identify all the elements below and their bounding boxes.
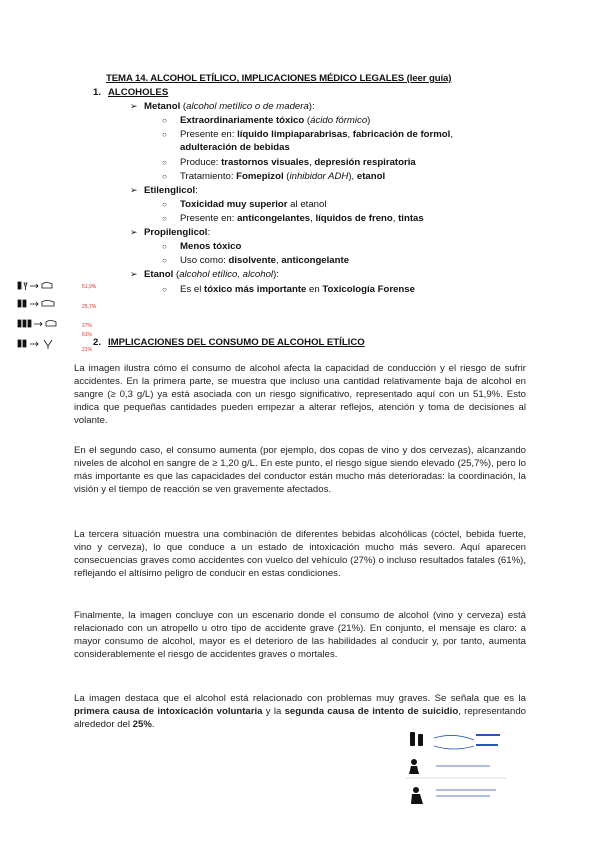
arrow-line: [434, 746, 474, 749]
car-icon: [46, 321, 56, 327]
circle-bullet-icon: ○: [162, 172, 167, 181]
arrow-icon: [34, 322, 42, 326]
section-heading-implicaciones: [93, 337, 365, 348]
circle-bullet-icon: ○: [162, 158, 167, 167]
glass-icon: [18, 300, 21, 307]
section-heading-alcoholes: [93, 87, 168, 98]
text-line: [476, 734, 500, 736]
car-icon: [42, 301, 54, 307]
item-metanol: ➢ Metanol (alcohol metílico o de madera):: [130, 101, 315, 112]
person-icon: [411, 759, 417, 765]
arrow-icon: [30, 302, 38, 306]
risk-label: 21%: [82, 347, 93, 353]
metanol-bullet-1: ○ Extraordinariamente tóxico (ácido fórmico): [162, 115, 371, 126]
drinks-accident-figure: [16, 280, 106, 360]
paragraph-5: La imagen destaca que el alcohol está relacionado con problemas muy graves. Se señala que es la primera causa de intoxicación voluntaria y la segunda causa de intento de suicidio, representando alrededor del 25%.: [74, 693, 527, 730]
person-icon: [411, 794, 423, 804]
alcohol-problems-figure: [406, 728, 506, 810]
text-line: [476, 744, 498, 746]
circle-bullet-icon: ○: [162, 214, 167, 223]
item-etilenglicol: ➢ Etilenglicol:: [130, 185, 198, 196]
glass-icon: [18, 320, 21, 327]
section-number: 2.: [93, 337, 102, 348]
risk-label: 61%: [82, 332, 93, 338]
paragraph-3: La tercera situación muestra una combinación de diferentes bebidas alcohólicas (cóctel, bebida fuerte, vino y cerveza), lo que conduce a un estado de intoxicación mucho más severo. Aquí aparecen consecuencias graves como accidentes con vuelco del vehículo (27%) o incluso resultados fatales (61%), reflejando el altísimo peligro de conducir en estas condiciones.: [74, 529, 526, 579]
propilenglicol-bullet-1: ○ Menos tóxico: [162, 241, 242, 252]
bottle-icon: [418, 734, 423, 746]
risk-label: 27%: [82, 323, 93, 329]
metanol-bullet-2-cont: adulteración de bebidas: [180, 142, 290, 153]
bullet-arrow-icon: ➢: [130, 269, 138, 279]
item-etanol: ➢ Etanol (alcohol etílico, alcohol):: [130, 269, 279, 280]
risk-label: 51,9%: [82, 284, 97, 290]
paragraph-1: La imagen ilustra cómo el consumo de alcohol afecta la capacidad de conducción y el riesgo de sufrir accidentes. En la primera parte, se muestra que incluso una cantidad relativamente baja de alcohol en sangre (≥ 0,3 g/L) ya está asociada con un riesgo significativo, representado aquí con un 51,9%. Esto indica que pequeñas cantidades pueden empezar a alterar reflejos, atención y toma de decisiones al volante.: [74, 363, 526, 426]
wine-glass-icon: [24, 283, 27, 290]
paragraph-4: Finalmente, la imagen concluye con un escenario donde el consumo de alcohol (vino y cerveza) está relacionado con un atropello u otro tipo de accidente grave (21%). En conjunto, el mensaje es claro: a mayor consumo de alcohol, mayor es el deterioro de las habilidades al conducir y, por tanto, aumenta considerablemente el riesgo de accidentes graves o mortales.: [74, 610, 526, 660]
arrow-icon: [30, 284, 38, 288]
bullet-arrow-icon: ➢: [130, 227, 138, 237]
page-title: TEMA 14. ALCOHOL ETÍLICO, IMPLICACIONES MÉDICO LEGALES (leer guía): [106, 73, 452, 84]
bullet-arrow-icon: ➢: [130, 101, 138, 111]
circle-bullet-icon: ○: [162, 116, 167, 125]
bottle-icon: [410, 732, 415, 746]
risk-label: 25,7%: [82, 304, 97, 310]
propilenglicol-bullet-2: ○ Uso como: disolvente, anticongelante: [162, 255, 350, 266]
glass-icon: [18, 340, 21, 347]
arrow-icon: [30, 342, 38, 346]
etanol-bullet-1: ○ Es el tóxico más importante en Toxicología Forense: [162, 284, 415, 295]
glass-icon: [18, 282, 21, 289]
etilenglicol-bullet-1: ○ Toxicidad muy superior al etanol: [162, 199, 327, 210]
bullet-arrow-icon: ➢: [130, 185, 138, 195]
section-number: 1.: [93, 87, 102, 98]
glass-icon: [23, 300, 26, 307]
glass-icon: [28, 320, 31, 327]
item-propilenglicol: ➢ Propilenglicol:: [130, 227, 211, 238]
section-label: ALCOHOLES: [108, 87, 169, 98]
circle-bullet-icon: ○: [162, 200, 167, 209]
metanol-bullet-4: ○ Tratamiento: Fomepizol (inhibidor ADH), etanol: [162, 171, 386, 182]
circle-bullet-icon: ○: [162, 256, 167, 265]
circle-bullet-icon: ○: [162, 242, 167, 251]
paragraph-2: En el segundo caso, el consumo aumenta (por ejemplo, dos copas de vino y dos cervezas), alcanzando niveles de alcohol en sangre de ≥ 1,20 g/L. En este punto, el riesgo sigue siendo elevado (25,7%), pero lo más importante es que las capacidades del conductor están mucho más deterioradas: la coordinación, la visión y el tiempo de reacción se ven gravemente afectados.: [74, 445, 526, 495]
metanol-bullet-2: ○ Presente en: líquido limpiaparabrisas, fabricación de formol,: [162, 129, 454, 140]
glass-icon: [23, 340, 26, 347]
etilenglicol-bullet-2: ○ Presente en: anticongelantes, líquidos de freno, tintas: [162, 213, 424, 224]
person-icon: [409, 766, 419, 774]
car-icon: [42, 283, 52, 289]
pedestrian-icon: [44, 340, 52, 349]
section-label: IMPLICACIONES DEL CONSUMO DE ALCOHOL ETÍLICO: [108, 337, 365, 348]
metanol-bullet-3: ○ Produce: trastornos visuales, depresión respiratoria: [162, 157, 416, 168]
arrow-line: [434, 735, 474, 740]
circle-bullet-icon: ○: [162, 130, 167, 139]
circle-bullet-icon: ○: [162, 285, 167, 294]
person-icon: [413, 787, 419, 793]
glass-icon: [23, 320, 26, 327]
